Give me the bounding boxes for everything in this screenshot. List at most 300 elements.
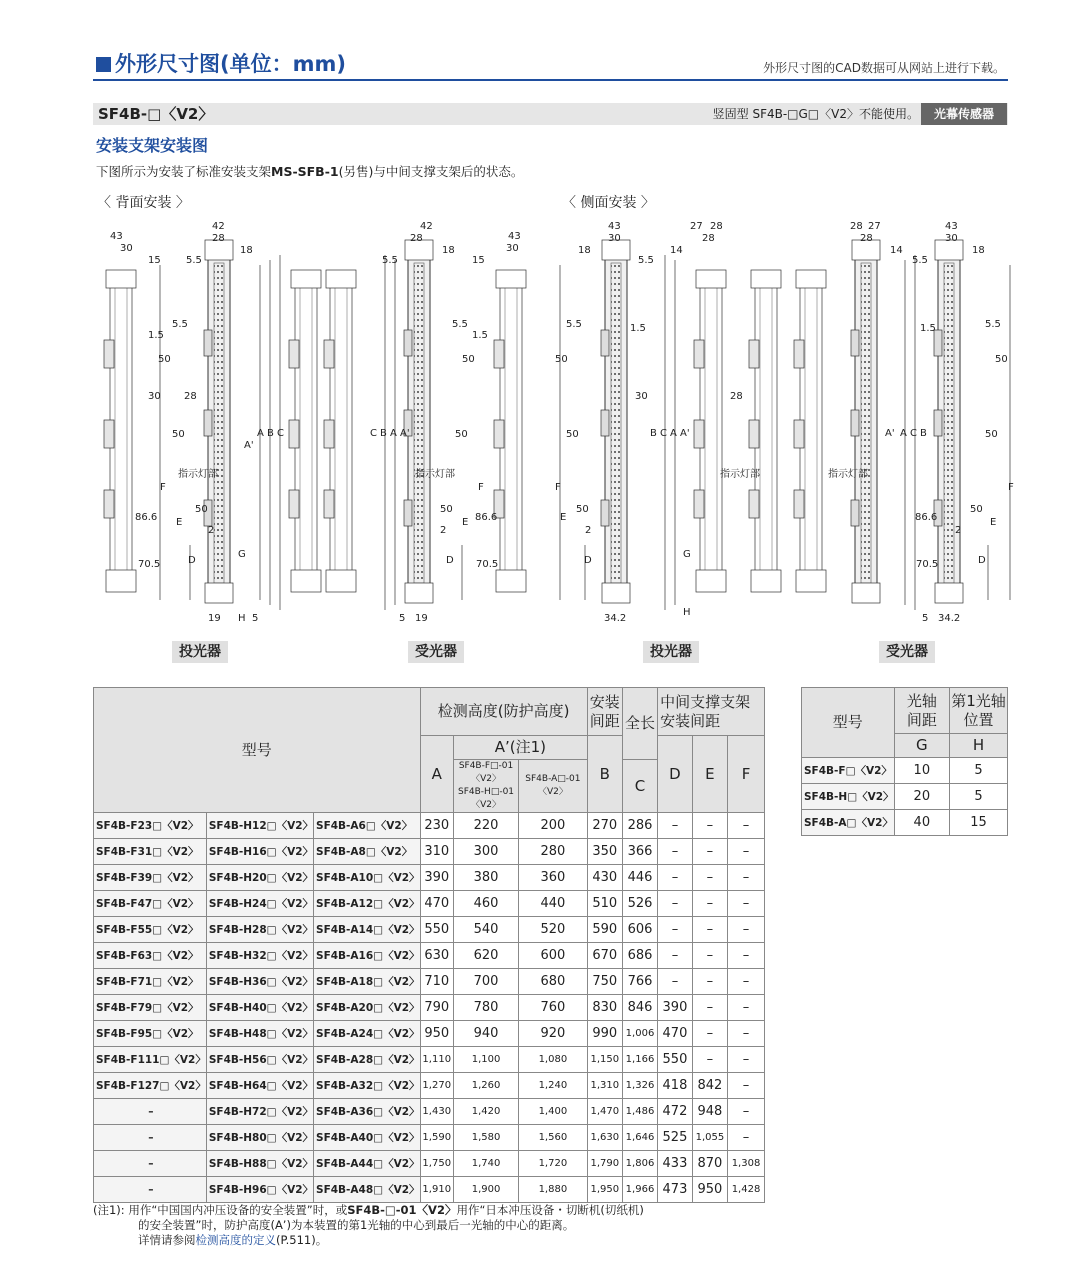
value-cell: 1,270: [420, 1073, 453, 1099]
col-header-F: F: [728, 736, 765, 813]
value-cell: 1,750: [420, 1151, 453, 1177]
svg-text:A: A: [670, 428, 677, 439]
svg-text:1.5: 1.5: [148, 330, 164, 341]
table-row: [94, 1125, 765, 1151]
value-cell: –: [728, 1073, 765, 1099]
svg-text:28: 28: [702, 233, 715, 244]
section-description: 下图所示为安装了标准安装支架MS-SFB-1(另售)与中间支撑支架后的状态。: [96, 164, 524, 179]
svg-text:B: B: [920, 428, 927, 439]
value-cell: –: [692, 995, 727, 1021]
svg-text:5.5: 5.5: [452, 319, 468, 330]
svg-text:2: 2: [955, 525, 962, 536]
model-cell: SF4B-H56□〈V2〉: [206, 1047, 313, 1073]
model-cell: SF4B-H32□〈V2〉: [206, 943, 313, 969]
model-cell: SF4B-A40□〈V2〉: [314, 1125, 421, 1151]
model-title: SF4B-□〈V2〉: [98, 105, 214, 123]
model-cell: SF4B-A24□〈V2〉: [314, 1021, 421, 1047]
svg-text:19: 19: [208, 613, 221, 624]
svg-text:5.5: 5.5: [912, 255, 928, 266]
value-cell: 780: [453, 995, 518, 1021]
svg-text:28: 28: [212, 233, 225, 244]
model-cell: SF4B-A18□〈V2〉: [314, 969, 421, 995]
value-cell: 20: [894, 784, 950, 810]
model-cell: SF4B-H12□〈V2〉: [206, 813, 313, 839]
svg-text:50: 50: [555, 354, 568, 365]
value-cell: 1,428: [728, 1177, 765, 1203]
side-mount-label: 〈 侧面安装 〉: [562, 195, 655, 211]
value-cell: –: [692, 1021, 727, 1047]
value-cell: –: [658, 943, 693, 969]
value-cell: 1,308: [728, 1151, 765, 1177]
svg-text:50: 50: [172, 429, 185, 440]
svg-text:F: F: [555, 482, 561, 493]
svg-text:42: 42: [212, 221, 225, 232]
svg-text:C: C: [910, 428, 917, 439]
svg-text:指示灯部: 指示灯部: [415, 469, 455, 480]
back-mount-label: 〈 背面安装 〉: [97, 195, 190, 211]
value-cell: 1,470: [587, 1099, 622, 1125]
model-cell: SF4B-H72□〈V2〉: [206, 1099, 313, 1125]
svg-text:A': A': [885, 428, 895, 439]
value-cell: –: [692, 891, 727, 917]
svg-text:5.5: 5.5: [638, 255, 654, 266]
value-cell: 630: [420, 943, 453, 969]
value-cell: –: [728, 1021, 765, 1047]
value-cell: 472: [658, 1099, 693, 1125]
svg-text:B: B: [380, 428, 387, 439]
svg-text:G: G: [238, 549, 246, 560]
svg-text:C: C: [660, 428, 667, 439]
model-cell: SF4B-F31□〈V2〉: [94, 839, 207, 865]
table-row: [94, 995, 765, 1021]
table-row: [94, 813, 765, 839]
svg-text:50: 50: [576, 504, 589, 515]
svg-text:70.5: 70.5: [476, 559, 499, 570]
model-cell: SF4B-H40□〈V2〉: [206, 995, 313, 1021]
page-title: 外形尺寸图(单位：mm): [96, 48, 346, 78]
model-cell: SF4B-A44□〈V2〉: [314, 1151, 421, 1177]
side-header-G-letter: G: [894, 734, 950, 758]
model-cell: SF4B-H96□〈V2〉: [206, 1177, 313, 1203]
side-header-model: 型号: [802, 688, 895, 758]
model-cell: SF4B-F63□〈V2〉: [94, 943, 207, 969]
model-cell: SF4B-H80□〈V2〉: [206, 1125, 313, 1151]
value-cell: 950: [692, 1177, 727, 1203]
value-cell: –: [692, 813, 727, 839]
value-cell: 460: [453, 891, 518, 917]
value-cell: 870: [692, 1151, 727, 1177]
value-cell: 1,966: [622, 1177, 657, 1203]
value-cell: –: [692, 917, 727, 943]
value-cell: –: [692, 969, 727, 995]
model-cell: SF4B-H24□〈V2〉: [206, 891, 313, 917]
model-cell: SF4B-A10□〈V2〉: [314, 865, 421, 891]
svg-text:42: 42: [420, 221, 433, 232]
model-cell: SF4B-A28□〈V2〉: [314, 1047, 421, 1073]
value-cell: 948: [692, 1099, 727, 1125]
value-cell: 220: [453, 813, 518, 839]
value-cell: 430: [587, 865, 622, 891]
svg-text:27: 27: [690, 221, 703, 232]
model-cell: –: [94, 1099, 207, 1125]
value-cell: –: [728, 1125, 765, 1151]
svg-text:70.5: 70.5: [916, 559, 939, 570]
value-cell: 280: [519, 839, 588, 865]
value-cell: 680: [519, 969, 588, 995]
value-cell: –: [658, 839, 693, 865]
svg-text:E: E: [560, 512, 567, 523]
table-row: [94, 1099, 765, 1125]
model-cell: SF4B-A16□〈V2〉: [314, 943, 421, 969]
model-cell: SF4B-H□〈V2〉: [802, 784, 895, 810]
svg-text:1.5: 1.5: [920, 323, 936, 334]
svg-text:5: 5: [252, 613, 259, 624]
model-cell: SF4B-H28□〈V2〉: [206, 917, 313, 943]
value-cell: 842: [692, 1073, 727, 1099]
value-cell: 446: [622, 865, 657, 891]
title-divider: [93, 79, 1008, 81]
value-cell: 1,590: [420, 1125, 453, 1151]
value-cell: 1,900: [453, 1177, 518, 1203]
svg-text:28: 28: [730, 391, 743, 402]
svg-text:C: C: [370, 428, 377, 439]
category-tag: 光幕传感器: [921, 103, 1007, 125]
square-bullet-icon: [96, 57, 111, 72]
value-cell: 1,080: [519, 1047, 588, 1073]
value-cell: 5: [950, 758, 1008, 784]
value-cell: 686: [622, 943, 657, 969]
svg-text:D: D: [584, 555, 592, 566]
svg-text:E: E: [462, 517, 469, 528]
receiver-label-1: 受光器: [408, 641, 464, 663]
svg-text:G: G: [683, 549, 691, 560]
value-cell: –: [692, 839, 727, 865]
model-cell: SF4B-A14□〈V2〉: [314, 917, 421, 943]
svg-text:86.6: 86.6: [135, 512, 158, 523]
value-cell: 440: [519, 891, 588, 917]
value-cell: 270: [587, 813, 622, 839]
col-header-total-length: 全长: [622, 688, 657, 760]
model-cell: –: [94, 1125, 207, 1151]
table-row: [94, 1151, 765, 1177]
col-header-model: 型号: [94, 688, 421, 813]
model-cell: SF4B-F111□〈V2〉: [94, 1047, 207, 1073]
svg-text:50: 50: [195, 504, 208, 515]
model-cell: SF4B-F79□〈V2〉: [94, 995, 207, 1021]
value-cell: –: [692, 1047, 727, 1073]
value-cell: 1,166: [622, 1047, 657, 1073]
svg-text:指示灯部: 指示灯部: [720, 469, 760, 480]
svg-text:28: 28: [410, 233, 423, 244]
table-row: [94, 943, 765, 969]
value-cell: 550: [658, 1047, 693, 1073]
svg-text:C: C: [277, 428, 284, 439]
svg-text:18: 18: [578, 245, 591, 256]
footnote: [93, 1203, 644, 1248]
value-cell: –: [658, 813, 693, 839]
svg-text:指示灯部: 指示灯部: [178, 469, 218, 480]
value-cell: 1,240: [519, 1073, 588, 1099]
side-header-H: 第1光轴 位置: [950, 688, 1008, 734]
value-cell: 1,420: [453, 1099, 518, 1125]
svg-text:A': A': [400, 428, 410, 439]
svg-text:30: 30: [506, 243, 519, 254]
svg-text:B: B: [267, 428, 274, 439]
side-header-G: 光轴 间距: [894, 688, 950, 734]
col-header-B: B: [587, 736, 622, 813]
detect-height-link[interactable]: 检测高度的定义: [195, 1233, 276, 1247]
table-row: [94, 1073, 765, 1099]
model-cell: SF4B-A48□〈V2〉: [314, 1177, 421, 1203]
value-cell: 846: [622, 995, 657, 1021]
svg-text:43: 43: [110, 231, 123, 242]
svg-text:A': A': [244, 440, 254, 451]
value-cell: –: [728, 1047, 765, 1073]
value-cell: –: [728, 839, 765, 865]
value-cell: 1,055: [692, 1125, 727, 1151]
value-cell: 1,646: [622, 1125, 657, 1151]
value-cell: 1,430: [420, 1099, 453, 1125]
model-cell: SF4B-A36□〈V2〉: [314, 1099, 421, 1125]
value-cell: 1,910: [420, 1177, 453, 1203]
value-cell: 300: [453, 839, 518, 865]
value-cell: 920: [519, 1021, 588, 1047]
value-cell: 1,310: [587, 1073, 622, 1099]
value-cell: 350: [587, 839, 622, 865]
value-cell: 1,150: [587, 1047, 622, 1073]
svg-text:18: 18: [442, 245, 455, 256]
value-cell: 473: [658, 1177, 693, 1203]
svg-text:30: 30: [945, 233, 958, 244]
svg-text:30: 30: [148, 391, 161, 402]
svg-text:5: 5: [399, 613, 406, 624]
value-cell: 766: [622, 969, 657, 995]
value-cell: 380: [453, 865, 518, 891]
value-cell: 470: [420, 891, 453, 917]
col-header-mount-pitch: 安装 间距: [587, 688, 622, 736]
value-cell: 1,100: [453, 1047, 518, 1073]
table-row: [94, 839, 765, 865]
svg-text:D: D: [978, 555, 986, 566]
svg-text:27: 27: [868, 221, 881, 232]
svg-text:86.6: 86.6: [915, 512, 938, 523]
model-cell: SF4B-F23□〈V2〉: [94, 813, 207, 839]
value-cell: –: [728, 969, 765, 995]
footnote-line-1: (注1): 用作“中国国内冲压设备的安全装置”时，或SF4B-□-01〈V2〉用作“日本冲压设备・切断机(切纸机): [93, 1203, 644, 1217]
value-cell: 230: [420, 813, 453, 839]
value-cell: –: [692, 865, 727, 891]
model-cell: SF4B-A6□〈V2〉: [314, 813, 421, 839]
svg-text:28: 28: [710, 221, 723, 232]
value-cell: –: [658, 891, 693, 917]
model-cell: SF4B-F127□〈V2〉: [94, 1073, 207, 1099]
svg-text:D: D: [188, 555, 196, 566]
value-cell: 790: [420, 995, 453, 1021]
value-cell: –: [728, 813, 765, 839]
value-cell: 390: [658, 995, 693, 1021]
table-row: [802, 810, 1008, 836]
svg-text:86.6: 86.6: [475, 512, 498, 523]
value-cell: –: [728, 917, 765, 943]
value-cell: –: [658, 865, 693, 891]
model-cell: –: [94, 1151, 207, 1177]
value-cell: –: [658, 969, 693, 995]
svg-text:D: D: [446, 555, 454, 566]
svg-text:2: 2: [208, 525, 215, 536]
value-cell: 540: [453, 917, 518, 943]
section-title: 安装支架安装图: [96, 136, 209, 155]
table-row: [802, 784, 1008, 810]
value-cell: 526: [622, 891, 657, 917]
svg-text:50: 50: [440, 504, 453, 515]
svg-text:28: 28: [860, 233, 873, 244]
table-row: [802, 758, 1008, 784]
footnote-line-2: 的安全装置”时，防护高度(A’)为本装置的第1光轴的中心到最后一光轴的中心的距离。: [138, 1218, 575, 1232]
value-cell: 1,486: [622, 1099, 657, 1125]
value-cell: 950: [420, 1021, 453, 1047]
model-cell: SF4B-H48□〈V2〉: [206, 1021, 313, 1047]
model-cell: SF4B-H64□〈V2〉: [206, 1073, 313, 1099]
svg-text:1.5: 1.5: [630, 323, 646, 334]
svg-text:50: 50: [985, 429, 998, 440]
svg-text:A: A: [257, 428, 264, 439]
value-cell: 1,630: [587, 1125, 622, 1151]
value-cell: 620: [453, 943, 518, 969]
dimension-table: [93, 687, 765, 1203]
value-cell: 1,260: [453, 1073, 518, 1099]
svg-text:34.2: 34.2: [604, 613, 627, 624]
svg-text:B: B: [650, 428, 657, 439]
model-cell: SF4B-F55□〈V2〉: [94, 917, 207, 943]
svg-text:34.2: 34.2: [938, 613, 961, 624]
value-cell: –: [728, 865, 765, 891]
value-cell: –: [658, 917, 693, 943]
svg-text:43: 43: [608, 221, 621, 232]
col-header-A: A: [420, 736, 453, 813]
value-cell: 1,806: [622, 1151, 657, 1177]
value-cell: 1,950: [587, 1177, 622, 1203]
model-cell: SF4B-F47□〈V2〉: [94, 891, 207, 917]
value-cell: 760: [519, 995, 588, 1021]
svg-text:E: E: [990, 517, 997, 528]
model-cell: SF4B-F95□〈V2〉: [94, 1021, 207, 1047]
table-row: [94, 1021, 765, 1047]
value-cell: –: [728, 995, 765, 1021]
svg-text:14: 14: [670, 245, 683, 256]
value-cell: 15: [950, 810, 1008, 836]
table-row: [94, 1047, 765, 1073]
table-row: [94, 969, 765, 995]
value-cell: 550: [420, 917, 453, 943]
value-cell: 590: [587, 917, 622, 943]
svg-text:50: 50: [462, 354, 475, 365]
value-cell: 525: [658, 1125, 693, 1151]
svg-text:F: F: [160, 482, 166, 493]
svg-text:F: F: [478, 482, 484, 493]
col-header-C: C: [622, 760, 657, 813]
value-cell: 1,400: [519, 1099, 588, 1125]
svg-text:A': A': [680, 428, 690, 439]
model-cell: SF4B-F39□〈V2〉: [94, 865, 207, 891]
value-cell: 710: [420, 969, 453, 995]
svg-text:5.5: 5.5: [172, 319, 188, 330]
svg-text:5.5: 5.5: [186, 255, 202, 266]
value-cell: 700: [453, 969, 518, 995]
svg-text:30: 30: [635, 391, 648, 402]
table-row: [94, 865, 765, 891]
svg-text:5.5: 5.5: [382, 255, 398, 266]
value-cell: 830: [587, 995, 622, 1021]
model-cell: SF4B-F□〈V2〉: [802, 758, 895, 784]
svg-text:50: 50: [566, 429, 579, 440]
receiver-label-2: 受光器: [879, 641, 935, 663]
value-cell: 360: [519, 865, 588, 891]
svg-text:5.5: 5.5: [566, 319, 582, 330]
value-cell: 1,580: [453, 1125, 518, 1151]
svg-text:15: 15: [148, 255, 161, 266]
value-cell: 1,790: [587, 1151, 622, 1177]
svg-text:H: H: [683, 607, 691, 618]
svg-text:A: A: [390, 428, 397, 439]
svg-text:50: 50: [995, 354, 1008, 365]
svg-text:30: 30: [120, 243, 133, 254]
svg-text:A: A: [900, 428, 907, 439]
col-header-detect-height: 检测高度(防护高度): [420, 688, 587, 736]
value-cell: 286: [622, 813, 657, 839]
svg-text:15: 15: [472, 255, 485, 266]
col-header-D: D: [658, 736, 693, 813]
value-cell: 1,560: [519, 1125, 588, 1151]
model-cell: SF4B-H16□〈V2〉: [206, 839, 313, 865]
svg-text:19: 19: [415, 613, 428, 624]
value-cell: 10: [894, 758, 950, 784]
model-cell: SF4B-A8□〈V2〉: [314, 839, 421, 865]
model-cell: SF4B-A12□〈V2〉: [314, 891, 421, 917]
svg-text:50: 50: [970, 504, 983, 515]
table-row: [94, 1177, 765, 1203]
svg-text:2: 2: [585, 525, 592, 536]
svg-text:1.5: 1.5: [472, 330, 488, 341]
value-cell: 1,326: [622, 1073, 657, 1099]
model-cell: SF4B-H88□〈V2〉: [206, 1151, 313, 1177]
svg-text:5.5: 5.5: [985, 319, 1001, 330]
value-cell: 418: [658, 1073, 693, 1099]
value-cell: 750: [587, 969, 622, 995]
value-cell: 1,110: [420, 1047, 453, 1073]
svg-text:28: 28: [850, 221, 863, 232]
svg-text:43: 43: [945, 221, 958, 232]
model-note: 竖固型 SF4B-□G□〈V2〉不能使用。: [712, 107, 919, 121]
value-cell: 606: [622, 917, 657, 943]
model-cell: SF4B-H20□〈V2〉: [206, 865, 313, 891]
value-cell: 990: [587, 1021, 622, 1047]
model-cell: SF4B-F71□〈V2〉: [94, 969, 207, 995]
svg-text:70.5: 70.5: [138, 559, 161, 570]
value-cell: 1,720: [519, 1151, 588, 1177]
value-cell: 520: [519, 917, 588, 943]
svg-text:F: F: [1008, 482, 1014, 493]
col-header-Aprime-FH: SF4B-F□-01〈V2〉 SF4B-H□-01〈V2〉: [453, 760, 518, 813]
svg-text:14: 14: [890, 245, 903, 256]
value-cell: –: [692, 943, 727, 969]
table-row: [94, 891, 765, 917]
model-cell: SF4B-A□〈V2〉: [802, 810, 895, 836]
value-cell: 310: [420, 839, 453, 865]
col-header-Aprime: A’(注1): [453, 736, 587, 760]
value-cell: 1,880: [519, 1177, 588, 1203]
emitter-label-1: 投光器: [172, 641, 228, 663]
pitch-table: [801, 687, 1008, 836]
